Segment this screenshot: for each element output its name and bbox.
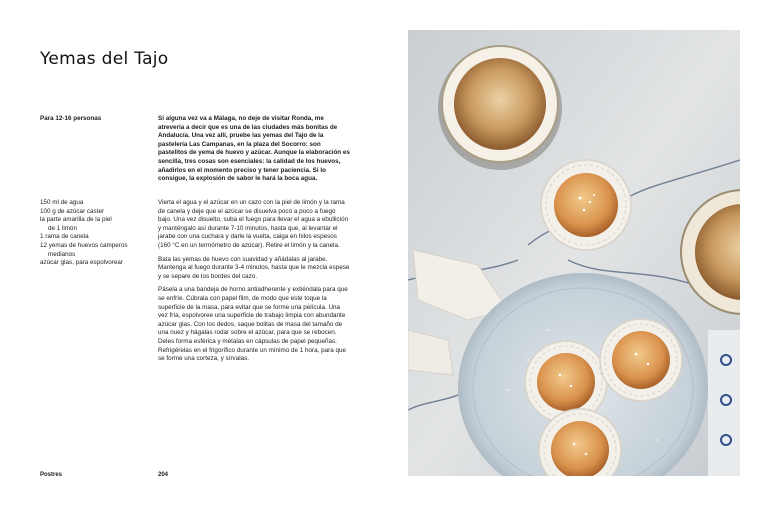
recipe-intro: Si alguna vez va a Málaga, no deje de visitar Ronda, me atrevería a decir que es una de las ciudades más bonitas de Andalucía. Una vez allí, pruebe las yemas del Tajo de la pastelería Las Campanas, en la plaza del Socorro: son pastelitos de yema de huevo y azúcar. Aunque la elaboración es sencilla, tres cosas son esenciales: la calidad de los huevos, añadirlos en el momento preciso y tener paciencia. Si lo consigue, la explosión de sabor le hará la boca agua. bbox=[158, 115, 350, 183]
ingredient-item: 1 rama de canela bbox=[40, 233, 89, 241]
servings-label: Para 12-16 personas bbox=[40, 115, 102, 122]
coffee bbox=[454, 58, 546, 150]
footer-section-name: Postres bbox=[40, 472, 63, 478]
recipe-photo bbox=[408, 30, 740, 476]
pastry-single bbox=[541, 160, 631, 250]
patterned-napkin bbox=[708, 330, 740, 476]
method-step: Pásela a una bandeja de horno antiadherente y extiéndala para que se enfríe. Cúbrala con papel film, de modo que este toque la superficie de la masa, para evitar que se forme una película. Una vez fría, espolvoree una superficie de trabajo limpia con abundante azúcar glas. Con los dedos, saque bolitas de masa del tamaño de una nuez y hágalas rodar sobre el azúcar, para que se rebocen. Deles forma esférica y métalas en cápsulas de papel pequeñas. Refrigérelas en el frigorífico durante un mínimo de 1 hora, para que se forme una corteza, y sírvalas. bbox=[158, 286, 348, 363]
ingredient-item: la parte amarilla de la piel de 1 limón bbox=[40, 216, 112, 232]
yemas-photo-illustration-icon bbox=[408, 30, 740, 476]
ingredient-item: 150 ml de agua bbox=[40, 199, 84, 206]
recipe-title: Yemas del Tajo bbox=[40, 49, 169, 70]
recipe-method bbox=[158, 199, 350, 369]
ingredient-item: azúcar glas, para espolvorear bbox=[40, 259, 123, 267]
method-step: Bata las yemas de huevo con suavidad y añádalas al jarabe. Mantenga al fuego durante 3-4 minutos, hasta que le mezcla espese y se separe de los bordes del cazo. bbox=[158, 255, 350, 280]
pastry-plate-2 bbox=[600, 319, 682, 401]
ingredient-item: 100 g de azúcar caster bbox=[40, 207, 105, 215]
ingredients-list bbox=[40, 199, 152, 268]
method-step: Vierta el agua y el azúcar en un cazo con la piel de limón y la rama de canela y deje que el azúcar se disuelva poco a poco a fuego bajo. Una vez disuelto, suba el fuego para llevar el agua a ebullición y manténgalo así durante 7-10 minutos, hasta que, al levantar el jarabe con una cuchara y darle la vuelta, caiga en hilos espesos (160 °C en un termómetro de azúcar). Retire el limón y la canela. bbox=[158, 199, 349, 249]
page-number: 204 bbox=[158, 472, 169, 478]
ingredient-item: 12 yemas de huevos camperos medianos bbox=[40, 241, 128, 258]
